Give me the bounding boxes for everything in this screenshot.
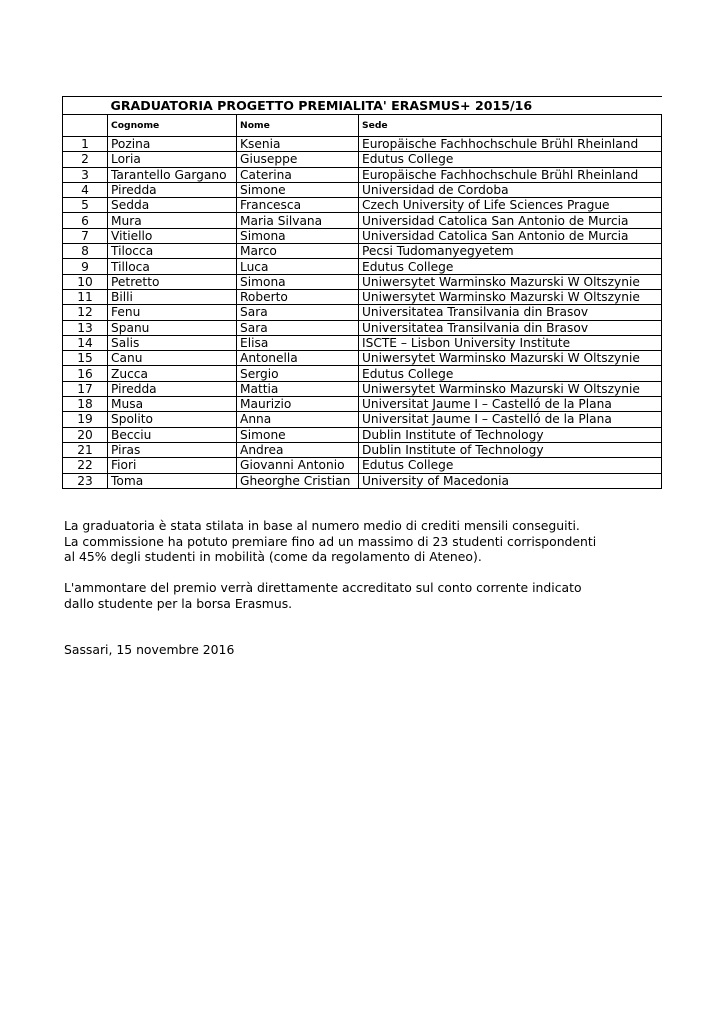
ranking-table xyxy=(62,96,662,489)
table-row xyxy=(63,259,662,274)
surname-cell: Piredda xyxy=(108,381,237,396)
name-cell: Caterina xyxy=(237,167,359,182)
surname-cell: Piredda xyxy=(108,182,237,197)
header-nome: Nome xyxy=(237,115,359,137)
surname-cell: Tilocca xyxy=(108,244,237,259)
rank-number: 20 xyxy=(63,427,108,442)
rank-number: 4 xyxy=(63,182,108,197)
table-row xyxy=(63,366,662,381)
header-sede: Sede xyxy=(359,115,662,137)
rank-number: 2 xyxy=(63,152,108,167)
table-title: GRADUATORIA PROGETTO PREMIALITA' ERASMUS+ 2015/16 xyxy=(108,97,662,115)
name-cell: Sara xyxy=(237,305,359,320)
university-cell: Edutus College xyxy=(359,152,662,167)
table-row xyxy=(63,244,662,259)
university-cell: University of Macedonia xyxy=(359,473,662,488)
rank-number: 1 xyxy=(63,137,108,152)
university-cell: Universitat Jaume I – Castelló de la Plana xyxy=(359,397,662,412)
name-cell: Simona xyxy=(237,274,359,289)
surname-cell: Vitiello xyxy=(108,228,237,243)
rank-number: 6 xyxy=(63,213,108,228)
name-cell: Antonella xyxy=(237,351,359,366)
university-cell: Uniwersytet Warminsko Mazurski W Oltszynie xyxy=(359,274,662,289)
surname-cell: Becciu xyxy=(108,427,237,442)
rank-number: 11 xyxy=(63,289,108,304)
university-cell: Uniwersytet Warminsko Mazurski W Oltszynie xyxy=(359,381,662,396)
surname-cell: Toma xyxy=(108,473,237,488)
name-cell: Maria Silvana xyxy=(237,213,359,228)
university-cell: Universitat Jaume I – Castelló de la Plana xyxy=(359,412,662,427)
name-cell: Elisa xyxy=(237,335,359,350)
name-cell: Gheorghe Cristian xyxy=(237,473,359,488)
title-spacer-cell xyxy=(63,97,108,115)
surname-cell: Tilloca xyxy=(108,259,237,274)
surname-cell: Tarantello Gargano xyxy=(108,167,237,182)
university-cell: Czech University of Life Sciences Prague xyxy=(359,198,662,213)
name-cell: Sara xyxy=(237,320,359,335)
surname-cell: Fiori xyxy=(108,458,237,473)
name-cell: Ksenia xyxy=(237,137,359,152)
university-cell: Universitatea Transilvania din Brasov xyxy=(359,320,662,335)
name-cell: Luca xyxy=(237,259,359,274)
place-date: Sassari, 15 novembre 2016 xyxy=(64,642,235,657)
surname-cell: Spolito xyxy=(108,412,237,427)
table-row xyxy=(63,274,662,289)
table-row xyxy=(63,289,662,304)
table-row xyxy=(63,335,662,350)
name-cell: Giovanni Antonio xyxy=(237,458,359,473)
rank-number: 12 xyxy=(63,305,108,320)
university-cell: Universidad de Cordoba xyxy=(359,182,662,197)
table-title-row xyxy=(63,97,662,115)
surname-cell: Musa xyxy=(108,397,237,412)
name-cell: Andrea xyxy=(237,442,359,457)
note-line: dallo studente per la borsa Erasmus. xyxy=(64,595,293,611)
surname-cell: Mura xyxy=(108,213,237,228)
surname-cell: Zucca xyxy=(108,366,237,381)
rank-number: 7 xyxy=(63,228,108,243)
university-cell: Edutus College xyxy=(359,458,662,473)
university-cell: Uniwersytet Warminsko Mazurski W Oltszynie xyxy=(359,351,662,366)
rank-number: 9 xyxy=(63,259,108,274)
notes-block xyxy=(64,518,684,658)
university-cell: Edutus College xyxy=(359,366,662,381)
rank-number: 3 xyxy=(63,167,108,182)
table-row xyxy=(63,458,662,473)
surname-cell: Canu xyxy=(108,351,237,366)
header-cognome: Cognome xyxy=(108,115,237,137)
rank-number: 19 xyxy=(63,412,108,427)
surname-cell: Salis xyxy=(108,335,237,350)
note-line: La graduatoria è stata stilata in base al numero medio di crediti mensili conseguiti. xyxy=(64,518,580,533)
table-row xyxy=(63,397,662,412)
table-row xyxy=(63,351,662,366)
name-cell: Roberto xyxy=(237,289,359,304)
rank-number: 17 xyxy=(63,381,108,396)
rank-number: 8 xyxy=(63,244,108,259)
table-row xyxy=(63,167,662,182)
table-row xyxy=(63,320,662,335)
rank-number: 15 xyxy=(63,351,108,366)
name-cell: Mattia xyxy=(237,381,359,396)
table-header-row xyxy=(63,115,662,137)
university-cell: Universidad Catolica San Antonio de Murcia xyxy=(359,228,662,243)
surname-cell: Pozina xyxy=(108,137,237,152)
name-cell: Simone xyxy=(237,182,359,197)
rank-number: 16 xyxy=(63,366,108,381)
university-cell: Pecsi Tudomanyegyetem xyxy=(359,244,662,259)
name-cell: Giuseppe xyxy=(237,152,359,167)
table-row xyxy=(63,213,662,228)
rank-number: 23 xyxy=(63,473,108,488)
table-row xyxy=(63,305,662,320)
table-row xyxy=(63,442,662,457)
note-line: La commissione ha potuto premiare fino ad un massimo di 23 studenti corrispondenti xyxy=(64,533,597,549)
university-cell: Europäische Fachhochschule Brühl Rheinland xyxy=(359,137,662,152)
table-row xyxy=(63,427,662,442)
rank-number: 14 xyxy=(63,335,108,350)
university-cell: Uniwersytet Warminsko Mazurski W Oltszynie xyxy=(359,289,662,304)
table-row xyxy=(63,152,662,167)
university-cell: Dublin Institute of Technology xyxy=(359,442,662,457)
name-cell: Anna xyxy=(237,412,359,427)
university-cell: Dublin Institute of Technology xyxy=(359,427,662,442)
table-row xyxy=(63,473,662,488)
table-row xyxy=(63,412,662,427)
rank-number: 10 xyxy=(63,274,108,289)
name-cell: Simone xyxy=(237,427,359,442)
rank-number: 5 xyxy=(63,198,108,213)
table-row xyxy=(63,381,662,396)
rank-number: 21 xyxy=(63,442,108,457)
name-cell: Simona xyxy=(237,228,359,243)
table-row xyxy=(63,137,662,152)
note-line: L'ammontare del premio verrà direttamente accreditato sul conto corrente indicato xyxy=(64,580,582,595)
rank-number: 22 xyxy=(63,458,108,473)
name-cell: Francesca xyxy=(237,198,359,213)
surname-cell: Spanu xyxy=(108,320,237,335)
university-cell: Europäische Fachhochschule Brühl Rheinland xyxy=(359,167,662,182)
surname-cell: Piras xyxy=(108,442,237,457)
surname-cell: Petretto xyxy=(108,274,237,289)
surname-cell: Billi xyxy=(108,289,237,304)
rank-number: 13 xyxy=(63,320,108,335)
name-cell: Maurizio xyxy=(237,397,359,412)
rank-number: 18 xyxy=(63,397,108,412)
surname-cell: Loria xyxy=(108,152,237,167)
table-row xyxy=(63,182,662,197)
name-cell: Marco xyxy=(237,244,359,259)
note-line: al 45% degli studenti in mobilità (come da regolamento di Ateneo). xyxy=(64,549,482,564)
surname-cell: Sedda xyxy=(108,198,237,213)
university-cell: Edutus College xyxy=(359,259,662,274)
table-row xyxy=(63,228,662,243)
header-number-cell xyxy=(63,115,108,137)
university-cell: ISCTE – Lisbon University Institute xyxy=(359,335,662,350)
surname-cell: Fenu xyxy=(108,305,237,320)
table-row xyxy=(63,198,662,213)
university-cell: Universidad Catolica San Antonio de Murcia xyxy=(359,213,662,228)
name-cell: Sergio xyxy=(237,366,359,381)
university-cell: Universitatea Transilvania din Brasov xyxy=(359,305,662,320)
